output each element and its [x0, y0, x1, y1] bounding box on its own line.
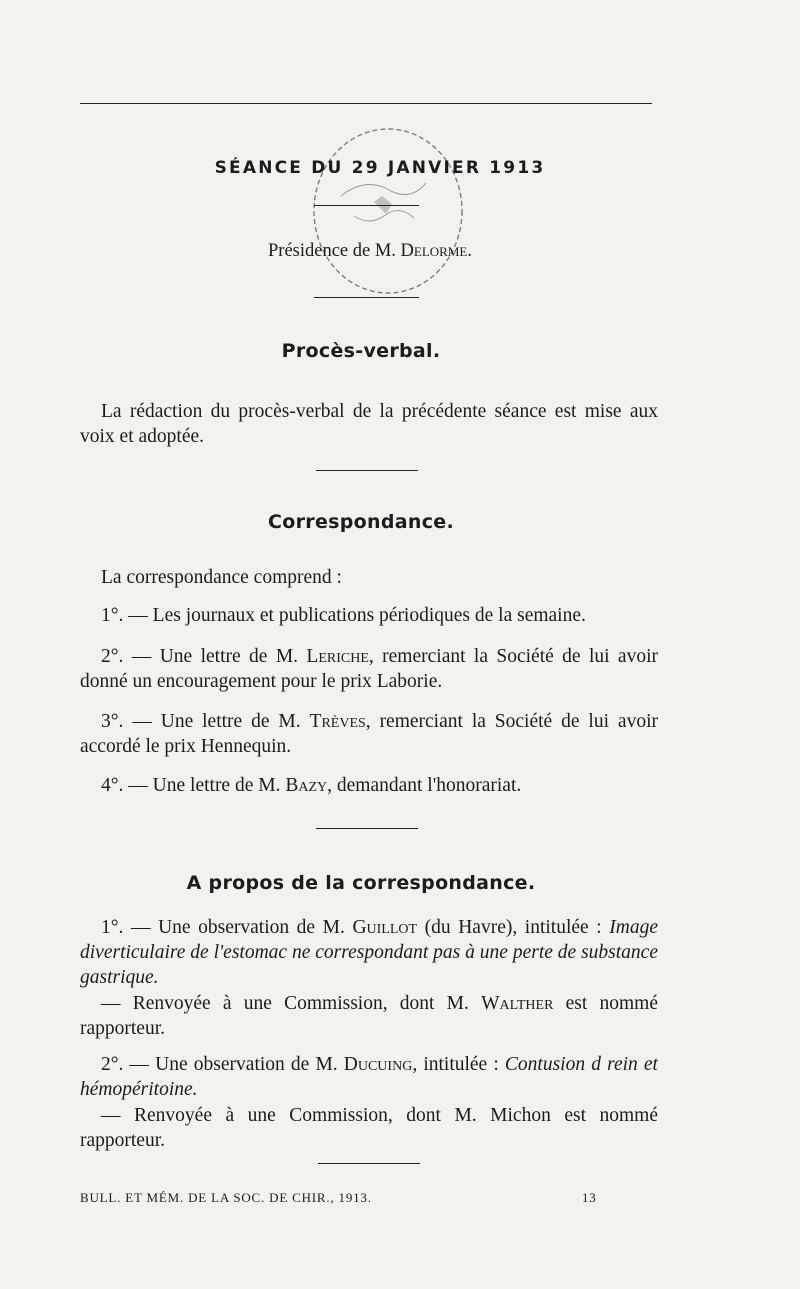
section-rule-2 [316, 828, 418, 829]
proces-verbal-heading: Procès-verbal. [281, 340, 441, 362]
obs-1-name: Guillot [352, 917, 418, 938]
presidence-suffix: . [467, 241, 472, 261]
obs-1-middle: (du Havre), intitulée : [417, 917, 610, 938]
presidence-rule [314, 297, 419, 298]
obs-1-renvoi-before: — Renvoyée à une Commission, dont M. [101, 993, 482, 1014]
item-4-after: , demandant l'honorariat. [327, 775, 522, 796]
item-4-before: 4°. — Une lettre de M. [101, 775, 286, 796]
obs-2-title: Contusion d rein et hémopéritoine. [80, 1054, 658, 1100]
item-3-name: Trèves [309, 711, 366, 732]
observation-1-renvoi [80, 991, 658, 1041]
item-2-after: , remerciant la Société de lui avoir donné un encouragement pour le prix Laborie. [80, 646, 658, 692]
seance-title: SÉANCE DU 29 JANVIER 1913 [214, 158, 546, 178]
correspondance-heading: Correspondance. [268, 511, 454, 533]
section-rule-1 [316, 470, 418, 471]
running-footer: BULL. ET MÉM. DE LA SOC. DE CHIR., 1913. [80, 1190, 372, 1205]
library-stamp [296, 116, 476, 306]
proces-verbal-text: La rédaction du procès-verbal de la précédente séance est mise aux voix et adoptée. [80, 401, 658, 447]
obs-2-rapporteur: Michon [490, 1105, 551, 1126]
president-name: Delorme [400, 241, 468, 261]
correspondance-item-4 [80, 773, 658, 798]
correspondance-item-1: 1°. — Les journaux et publications périodiques de la semaine. [101, 605, 586, 626]
obs-2-middle: , intitulée : [412, 1054, 505, 1075]
item-3-before: 3°. — Une lettre de M. [101, 711, 310, 732]
obs-2-name: Ducuing [343, 1054, 413, 1075]
section-rule-3 [318, 1163, 420, 1164]
observation-2-renvoi [80, 1103, 658, 1153]
item-2-before: 2°. — Une lettre de M. [101, 646, 307, 667]
correspondance-item-3 [80, 709, 658, 759]
top-rule [80, 103, 652, 104]
obs-1-before: 1°. — Une observation de M. [101, 917, 353, 938]
observation-1 [80, 915, 658, 990]
presidence-line [0, 241, 740, 262]
obs-2-before: 2°. — Une observation de M. [101, 1054, 344, 1075]
obs-2-renvoi-after: est nommé rapporteur. [80, 1105, 658, 1151]
correspondance-item-2 [80, 644, 658, 694]
item-3-after: , remerciant la Société de lui avoir accordé le prix Hennequin. [80, 711, 658, 757]
correspondance-intro: La correspondance comprend : [101, 567, 342, 588]
obs-1-renvoi-after: est nommé rapporteur. [80, 993, 658, 1039]
obs-2-renvoi-before: — Renvoyée à une Commission, dont M. [101, 1105, 491, 1126]
item-2-name: Leriche [306, 646, 369, 667]
a-propos-heading: A propos de la correspondance. [186, 872, 536, 894]
item-4-name: Bazy [285, 775, 328, 796]
obs-1-title: Image diverticulaire de l'estomac ne correspondant pas à une perte de substance gastrique. [80, 917, 658, 988]
observation-2 [80, 1052, 658, 1102]
title-rule [314, 205, 419, 206]
page-number: 13 [582, 1190, 597, 1205]
obs-1-rapporteur: Walther [481, 993, 554, 1014]
presidence-prefix: Présidence de M. [268, 241, 401, 261]
